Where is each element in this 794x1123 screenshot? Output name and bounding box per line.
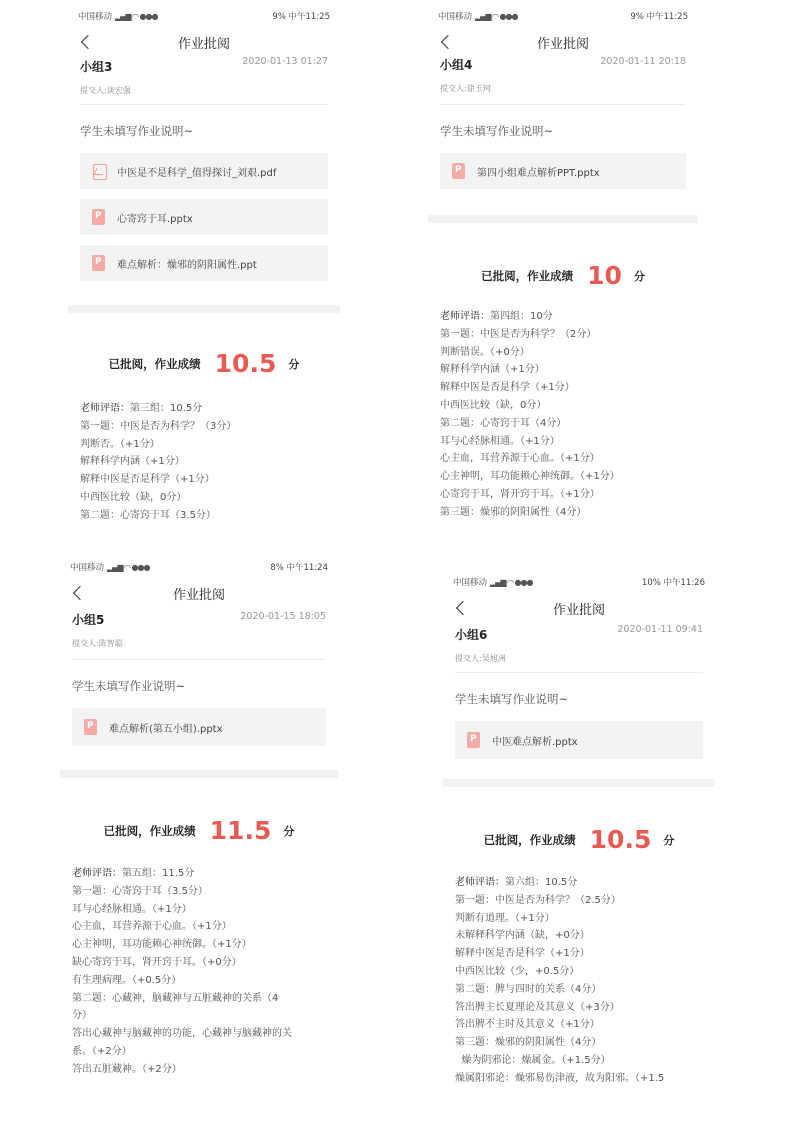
ppt-file-icon (452, 163, 465, 179)
attachment-name: 中医是不是科学_值得探讨_刘艰.pdf (117, 167, 277, 179)
comment-line (80, 400, 328, 418)
submit-date: 2020-01-11 20:18 (600, 56, 686, 67)
comment-lead: 老师评语： (72, 868, 122, 879)
submission-header (428, 52, 698, 104)
homework-description: 学生未填写作业说明~ (455, 692, 569, 706)
nav-bar (443, 596, 715, 620)
score-row (68, 349, 340, 378)
comment-line: 解释中医是否是科学（+1分） (440, 382, 575, 394)
comment-line: 解释科学内涵（+1分） (440, 364, 545, 376)
homework-description: 学生未填写作业说明~ (440, 124, 554, 138)
status-bar (443, 568, 715, 596)
page-title: 作业批阅 (552, 602, 605, 618)
score-label: 已批阅，作业成绩 (108, 356, 201, 371)
submit-date: 2020-01-13 01:27 (242, 56, 328, 67)
score-row (443, 825, 715, 854)
comment-line: 第二题：心寄窍于耳（4分） (440, 417, 567, 429)
comment-line: 未解释科学内涵（缺，+0分） (455, 930, 590, 942)
comment-line: 解释中医是否是科学（+1分） (455, 948, 590, 960)
comment-line: 解释科学内涵（+1分） (80, 456, 185, 468)
section-gap (68, 305, 340, 313)
score-value: 10.5 (589, 825, 652, 854)
comment-line: 心主神明，耳功能赖心神统御。（+1分） (440, 471, 620, 483)
back-arrow-icon[interactable] (72, 586, 84, 600)
teacher-comment (60, 865, 338, 1079)
comment-line: 第三题：燥邪的阴阳属性（4分） (440, 506, 587, 518)
carrier-label: 中国移动 (70, 563, 105, 573)
battery-time: 9% 中午11:25 (272, 12, 330, 22)
comment-line: 判断错误。（+0分） (440, 346, 530, 358)
attachment-item[interactable] (455, 721, 703, 759)
back-arrow-icon[interactable] (80, 35, 92, 49)
page-title: 作业批阅 (536, 36, 589, 52)
section-gap (443, 779, 715, 787)
score-label: 已批阅，作业成绩 (103, 823, 196, 838)
homework-description: 学生未填写作业说明~ (80, 124, 194, 138)
comment-line: 燥属阳邪论：燥邪易伤津液，故为阳邪。（+1.5 (455, 1072, 665, 1084)
submitter: 提交人:吴旭洲 (455, 654, 506, 663)
battery-time: 10% 中午11:26 (641, 578, 705, 588)
comment-line: 第一题：中医是否为科学？（2分） (440, 328, 597, 340)
score-value: 11.5 (209, 816, 272, 845)
pdf-file-icon (92, 163, 105, 179)
carrier-label: 中国移动 (438, 12, 473, 22)
screenshot-group-3 (68, 0, 340, 545)
score-label: 已批阅，作业成绩 (481, 268, 574, 283)
comment-line: 第二题：心寄窍于耳（3.5分） (80, 509, 216, 521)
score-value: 10.5 (214, 349, 277, 378)
comment-line: 答出脾不主时及其意义（+1分） (455, 1019, 600, 1031)
submission-header (68, 52, 340, 104)
group-name: 小组3 (80, 60, 113, 74)
ppt-file-icon (92, 209, 105, 225)
score-unit: 分 (633, 269, 645, 283)
attachment-name: 难点解析：燥邪的阴阳属性.ppt (117, 259, 257, 271)
submission-header (443, 620, 715, 672)
attachment-item[interactable] (72, 708, 326, 746)
score-unit: 分 (283, 824, 295, 838)
group-name: 小组4 (440, 58, 473, 72)
comment-line (455, 874, 703, 892)
status-bar (60, 555, 338, 579)
comment-first: 第五组：11.5分 (122, 868, 195, 879)
comment-line: 有生理病理。（+0.5分） (72, 974, 182, 986)
group-name: 小组6 (455, 628, 488, 642)
attachment-item[interactable] (80, 245, 328, 281)
score-label: 已批阅，作业成绩 (483, 832, 576, 847)
comment-lead: 老师评语： (80, 403, 130, 414)
attachment-name: 第四小组难点解析PPT.pptx (477, 167, 600, 179)
comment-line: 中西医比较（少，+0.5分） (455, 965, 580, 977)
submitter: 提交人:陈智聪 (72, 639, 123, 648)
signal-icon: ▂▄▆ ◠ ●●● (115, 12, 158, 21)
comment-line: 系。（+2分） (72, 1045, 132, 1057)
comment-lead: 老师评语： (455, 877, 505, 888)
comment-line (72, 865, 326, 883)
nav-bar (428, 32, 698, 52)
nav-bar (68, 32, 340, 52)
attachment-item[interactable] (80, 153, 328, 189)
status-bar (428, 0, 698, 32)
comment-lead: 老师评语： (440, 311, 490, 322)
comment-line: 判断否。（+1分） (80, 438, 160, 450)
submission-header (60, 607, 338, 659)
homework-description: 学生未填写作业说明~ (72, 679, 186, 693)
section-gap (60, 770, 338, 778)
comment-line: 解释中医是否是科学（+1分） (80, 474, 215, 486)
comment-line: 答出脾主长夏理论及其意义（+3分） (455, 1001, 620, 1013)
submit-date: 2020-01-11 09:41 (617, 624, 703, 635)
carrier-label: 中国移动 (453, 578, 488, 588)
group-name: 小组5 (72, 613, 105, 627)
comment-first: 第三组：10.5分 (130, 403, 203, 414)
attachment-item[interactable] (80, 199, 328, 235)
nav-bar (60, 579, 338, 607)
teacher-comment (428, 308, 698, 522)
screenshot-group-6 (443, 568, 715, 1123)
back-arrow-icon[interactable] (455, 601, 467, 615)
screenshot-group-4 (428, 0, 698, 540)
teacher-comment (68, 400, 340, 525)
score-row (60, 816, 338, 845)
attachment-item[interactable] (440, 153, 686, 189)
comment-line: 第一题：中医是否为科学？（3分） (80, 420, 237, 432)
comment-line: 判断有道理。（+1分） (455, 912, 555, 924)
comment-line: 耳与心经脉相通。（+1分） (440, 435, 560, 447)
comment-line: 中西医比较（缺，0分） (80, 491, 187, 503)
attachment-name: 心寄窍于耳.pptx (117, 213, 193, 225)
back-arrow-icon[interactable] (440, 35, 452, 49)
ppt-file-icon (84, 719, 97, 735)
attachment-name: 中医难点解析.pptx (492, 736, 578, 748)
submitter: 提交人:谈宏强 (80, 86, 131, 95)
comment-line: 答出心藏神与脑藏神的功能，心藏神与脑藏神的关 (72, 1028, 292, 1040)
comment-line: 中西医比较（缺，0分） (440, 399, 547, 411)
ppt-file-icon (92, 255, 105, 271)
signal-icon: ▂▄▆ ◠ ●●● (475, 12, 518, 21)
score-row (428, 261, 698, 290)
page-title: 作业批阅 (177, 36, 230, 52)
comment-line: 心寄窍于耳，肾开窍于耳。（+1分） (440, 488, 600, 500)
comment-line: 第二题：心藏神，脑藏神与五脏藏神的关系（4 (72, 992, 279, 1004)
battery-time: 8% 中午11:24 (270, 563, 328, 573)
submitter: 提交人:徐玉珂 (440, 84, 491, 93)
comment-line: 耳与心经脉相通。（+1分） (72, 903, 192, 915)
attachment-name: 难点解析(第五小组).pptx (109, 723, 223, 735)
comment-line (440, 308, 686, 326)
teacher-comment (443, 874, 715, 1088)
comment-line: 心主血，耳营养源于心血。（+1分） (72, 921, 232, 933)
status-bar (68, 0, 340, 32)
comment-line: 第一题：中医是否为科学？（2.5分） (455, 894, 621, 906)
comment-first: 第六组：10.5分 (505, 877, 578, 888)
comment-line: 缺心寄窍于耳，肾开窍于耳。（+0分） (72, 956, 242, 968)
comment-first: 第四组：10分 (490, 311, 553, 322)
comment-line: 心主神明，耳功能赖心神统御。（+1分） (72, 939, 252, 951)
carrier-label: 中国移动 (78, 12, 113, 22)
submit-date: 2020-01-15 18:05 (240, 611, 326, 622)
ppt-file-icon (467, 732, 480, 748)
comment-line: 心主血，耳营养源于心血。（+1分） (440, 453, 600, 465)
signal-icon: ▂▄▆ ◠ ●●● (490, 578, 533, 587)
page-title: 作业批阅 (172, 587, 225, 603)
comment-line: 答出五脏藏神。（+2分） (72, 1063, 182, 1075)
score-value: 10 (587, 261, 622, 290)
comment-line: 燥为阴邪论：燥属金。（+1.5分） (455, 1054, 611, 1066)
screenshot-group-5 (60, 555, 338, 1123)
battery-time: 9% 中午11:25 (630, 12, 688, 22)
comment-line: 第三题：燥邪的阴阳属性（4分） (455, 1037, 602, 1049)
comment-line: 第二题：脾与四时的关系（4分） (455, 983, 602, 995)
signal-icon: ▂▄▆ ◠ ●●● (107, 563, 150, 572)
comment-line: 分） (72, 1010, 92, 1022)
section-gap (428, 215, 698, 223)
score-unit: 分 (288, 357, 300, 371)
comment-line: 第一题：心寄窍于耳（3.5分） (72, 885, 208, 897)
score-unit: 分 (663, 833, 675, 847)
